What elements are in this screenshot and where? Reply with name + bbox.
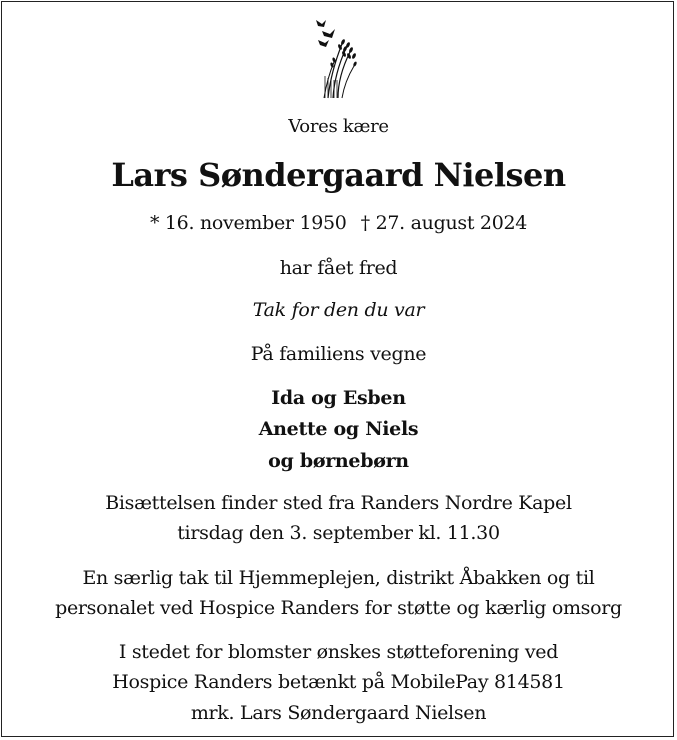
special-thanks-line: personalet ved Hospice Randers for støtte og kærlig omsorg bbox=[55, 597, 622, 619]
peace-text: har fået fred bbox=[279, 257, 398, 279]
family-line: Anette og Niels bbox=[258, 418, 419, 440]
life-dates bbox=[0, 211, 677, 235]
deceased-name: Lars Søndergaard Nielsen bbox=[111, 156, 566, 194]
birth-symbol: * bbox=[149, 212, 160, 234]
donation-line: mrk. Lars Søndergaard Nielsen bbox=[190, 702, 487, 724]
funeral-info-line: Bisættelsen finder sted fra Randers Nordre Kapel bbox=[105, 492, 572, 514]
special-thanks-line: En særlig tak til Hjemmeplejen, distrikt Åbakken og til bbox=[82, 567, 595, 589]
on-behalf-text: På familiens vegne bbox=[250, 343, 427, 365]
doves-and-wheat-icon bbox=[304, 14, 368, 100]
intro-text: Vores kære bbox=[288, 116, 389, 137]
family-line: Ida og Esben bbox=[271, 387, 406, 409]
donation-line: I stedet for blomster ønskes støtteforening ved bbox=[118, 641, 559, 663]
thanks-line: Tak for den du var bbox=[252, 299, 425, 321]
death-date: 27. august 2024 bbox=[375, 212, 528, 234]
family-line: og børnebørn bbox=[268, 450, 409, 472]
funeral-info-line: tirsdag den 3. september kl. 11.30 bbox=[177, 522, 500, 544]
donation-line: Hospice Randers betænkt på MobilePay 814581 bbox=[112, 671, 565, 693]
death-symbol: † bbox=[360, 212, 370, 234]
notice-border bbox=[1, 1, 674, 737]
birth-date: 16. november 1950 bbox=[164, 212, 347, 234]
